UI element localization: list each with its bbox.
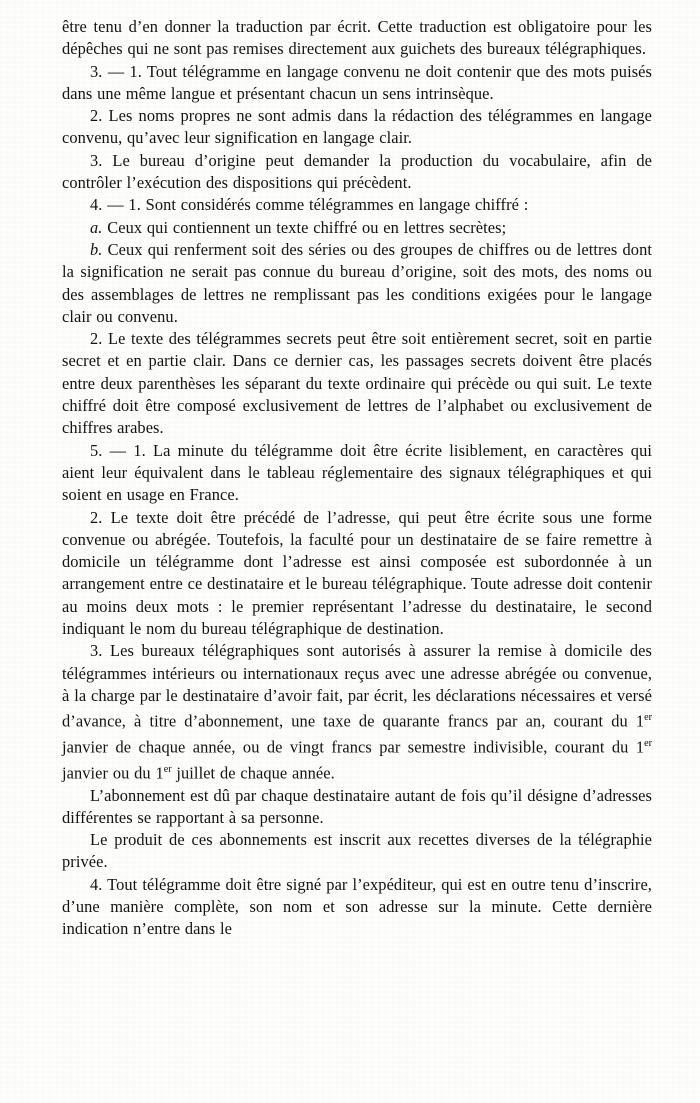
paragraph: 4. Tout télégramme doit être signé par l’expéditeur, qui est en outre tenu d’inscrire, d’une manière complète, son nom et son adresse sur la minute. Cette dernière indication n’entre dans le xyxy=(62,874,652,939)
page-body-text xyxy=(62,16,652,941)
paragraph: 2. Le texte doit être précédé de l’adresse, qui peut être écrite sous une forme convenue ou abrégée. Toutefois, la faculté pour un destinataire de se faire remettre à domicile un télégramme dont l’adresse est ainsi composée est subordonnée à un arrangement entre ce destinataire et le bureau télégraphique. Toute adresse doit contenir au moins deux mots : le premier représentant l’adresse du destinataire, le second indiquant le nom du bureau télégraphique de destination. xyxy=(62,507,652,639)
paragraph: 2. Les noms propres ne sont admis dans la rédaction des télégrammes en langage convenu, qu’avec leur signification en langage clair. xyxy=(62,106,652,148)
paragraph: 3. Le bureau d’origine peut demander la production du vocabulaire, afin de contrôler l’exécution des dispositions qui précèdent. xyxy=(62,150,652,193)
paragraph-item-a: a. Ceux qui contiennent un texte chiffré ou en lettres secrètes; xyxy=(90,217,507,237)
paragraph: Le produit de ces abonnements est inscrit aux recettes diverses de la télégraphie privée. xyxy=(62,830,652,872)
paragraph: 3. — 1. Tout télégramme en langage convenu ne doit contenir que des mots puisés dans une même langue et présentant chacun un sens intrinsèque. xyxy=(62,61,652,103)
paragraph: être tenu d’en donner la traduction par écrit. Cette traduction est obligatoire pour les dépêches qui ne sont pas remises directement aux guichets des bureaux télégraphiques. xyxy=(62,17,652,59)
paragraph: 4. — 1. Sont considérés comme télégrammes en langage chiffré : xyxy=(90,195,529,215)
paragraph: 5. — 1. La minute du télégramme doit être écrite lisiblement, en caractères qui aient leur équivalent dans le tableau réglementaire des signaux télégraphiques et qui soient en usage en France. xyxy=(62,440,652,505)
paragraph: 2. Le texte des télégrammes secrets peut être soit entièrement secret, soit en partie secret et en partie clair. Dans ce dernier cas, les passages secrets doivent être placés entre deux parenthèses les séparant du texte ordinaire qui précède ou qui suit. Le texte chiffré doit être composé exclusivement de lettres de l’alphabet ou exclusivement de chiffres arabes. xyxy=(62,329,652,438)
paragraph: L’abonnement est dû par chaque destinataire autant de fois qu’il désigne d’adresses différentes se rapportant à sa personne. xyxy=(62,785,652,827)
paragraph-item-b: b. Ceux qui renferment soit des séries ou des groupes de chiffres ou de lettres dont la signification ne serait pas connue du bureau d’origine, soit des mots, des noms ou des assemblages de lettres ne remplissant pas les conditions exigées pour le langage clair ou convenu. xyxy=(62,239,652,326)
paragraph: 3. Les bureaux télégraphiques sont autorisés à assurer la remise à domicile des télégrammes intérieurs ou internationaux reçus avec une adresse abrégée ou convenue, à la charge par le destinataire d’avoir fait, par écrit, les déclarations nécessaires et versé d’avance, à titre d’abonnement, une taxe de quarante francs par an, courant du 1er janvier de chaque année, ou de vingt francs par semestre indivisible, courant du 1er janvier ou du 1er juillet de chaque année. xyxy=(62,641,652,783)
